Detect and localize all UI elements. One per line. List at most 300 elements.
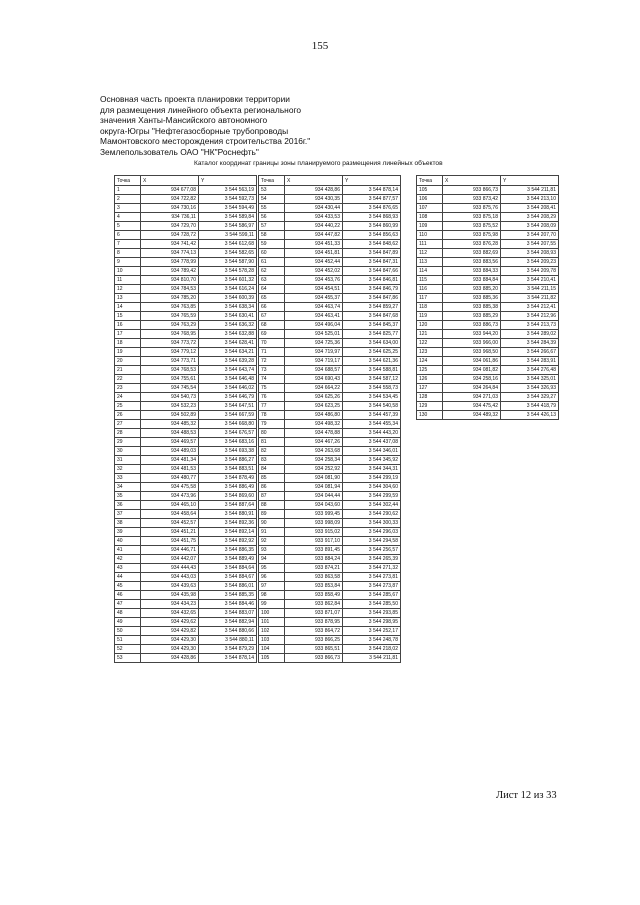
coordinates-table-3 [416,175,559,420]
cell-point: 100 [259,609,285,618]
table-row [115,528,257,537]
cell-x: 933 885,36 [443,294,501,303]
table-row [115,456,257,465]
cell-point: 71 [259,348,285,357]
cell-y: 3 544 636,32 [199,321,257,330]
table-row [259,222,401,231]
cell-y: 3 544 587,90 [199,258,257,267]
table-row [259,258,401,267]
table-row [259,627,401,636]
cell-y: 3 544 616,24 [199,285,257,294]
cell-point: 70 [259,339,285,348]
cell-x: 933 873,42 [443,195,501,204]
cell-x: 933 862,84 [285,600,343,609]
cell-point: 95 [259,564,285,573]
cell-point: 99 [259,600,285,609]
cell-x: 934 452,02 [285,267,343,276]
cell-point: 88 [259,501,285,510]
table-row [417,366,559,375]
table-row [417,213,559,222]
cell-point: 61 [259,258,285,267]
table-row [259,375,401,384]
cell-y: 3 544 437,08 [343,438,401,447]
cell-y: 3 544 457,39 [343,411,401,420]
table-row [115,330,257,339]
table-row [417,375,559,384]
table-row [259,303,401,312]
cell-y: 3 544 578,28 [199,267,257,276]
table-row [417,321,559,330]
cell-x: 934 677,08 [141,186,199,195]
cell-x: 934 439,63 [141,582,199,591]
cell-y: 3 544 879,29 [199,645,257,654]
cell-y: 3 544 289,02 [501,330,559,339]
table-row [259,582,401,591]
cell-point: 35 [115,492,141,501]
table-row [417,267,559,276]
cell-y: 3 544 588,81 [343,366,401,375]
cell-x: 933 886,73 [443,321,501,330]
cell-x: 934 532,23 [141,402,199,411]
cell-x: 933 999,45 [285,510,343,519]
cell-point: 104 [259,645,285,654]
table-row [259,195,401,204]
cell-x: 934 429,30 [141,636,199,645]
cell-point: 52 [115,645,141,654]
cell-point: 129 [417,402,443,411]
cell-y: 3 544 582,65 [199,249,257,258]
table-row [417,240,559,249]
heading-line: Основная часть проекта планировки территории [100,94,290,104]
cell-y: 3 544 208,93 [501,249,559,258]
cell-x: 934 481,53 [141,465,199,474]
table-row [259,609,401,618]
cell-y: 3 544 885,35 [199,591,257,600]
cell-point: 7 [115,240,141,249]
cell-y: 3 544 213,73 [501,321,559,330]
cell-y: 3 544 283,91 [501,357,559,366]
cell-point: 120 [417,321,443,330]
cell-x: 934 428,86 [285,186,343,195]
cell-y: 3 544 878,49 [199,474,257,483]
cell-point: 29 [115,438,141,447]
cell-point: 40 [115,537,141,546]
cell-y: 3 544 284,39 [501,339,559,348]
table-row [115,348,257,357]
cell-x: 934 451,33 [285,240,343,249]
cell-x: 933 866,73 [443,186,501,195]
cell-x: 934 458,64 [141,510,199,519]
cell-y: 3 544 265,39 [343,555,401,564]
cell-x: 934 455,37 [285,294,343,303]
cell-point: 57 [259,222,285,231]
cell-x: 933 883,56 [443,258,501,267]
table-row [115,357,257,366]
cell-point: 89 [259,510,285,519]
cell-x: 934 736,11 [141,213,199,222]
cell-x: 934 488,53 [141,429,199,438]
cell-x: 934 451,81 [285,249,343,258]
cell-x: 933 884,33 [443,267,501,276]
cell-y: 3 544 683,16 [199,438,257,447]
cell-y: 3 544 293,85 [343,609,401,618]
cell-point: 23 [115,384,141,393]
cell-x: 934 475,42 [443,402,501,411]
cell-y: 3 544 345,92 [343,456,401,465]
table-row [259,366,401,375]
table-row [417,402,559,411]
cell-y: 3 544 878,14 [343,186,401,195]
cell-y: 3 544 646,48 [199,375,257,384]
cell-x: 933 917,10 [285,537,343,546]
cell-point: 46 [115,591,141,600]
cell-point: 20 [115,357,141,366]
cell-point: 53 [115,654,141,663]
table-row [115,204,257,213]
cell-x: 934 446,71 [141,546,199,555]
cell-y: 3 544 298,95 [343,618,401,627]
cell-x: 934 435,98 [141,591,199,600]
table-row [115,420,257,429]
cell-y: 3 544 621,36 [343,357,401,366]
cell-x: 933 875,18 [443,213,501,222]
cell-x: 934 451,75 [141,537,199,546]
cell-y: 3 544 856,63 [343,231,401,240]
table-row [259,573,401,582]
cell-point: 24 [115,393,141,402]
cell-point: 115 [417,276,443,285]
cell-y: 3 544 876,65 [343,204,401,213]
heading-line: значения Ханты-Мансийского автономного [100,115,268,126]
table-row [259,267,401,276]
cell-point: 109 [417,222,443,231]
table-row [259,645,401,654]
table-row [115,564,257,573]
cell-y: 3 544 878,14 [199,654,257,663]
cell-x: 934 810,70 [141,276,199,285]
table-row [259,636,401,645]
cell-point: 128 [417,393,443,402]
cell-y: 3 544 612,68 [199,240,257,249]
coordinates-table-1 [114,175,257,663]
column-header-y: Y [343,176,401,186]
heading-line: Землепользователь ОАО "НК"Роснефть" [100,146,259,157]
table-row [115,609,257,618]
cell-y: 3 544 886,35 [199,546,257,555]
table-row [417,195,559,204]
cell-point: 19 [115,348,141,357]
cell-y: 3 544 304,60 [343,483,401,492]
table-row [115,519,257,528]
cell-y: 3 544 207,70 [501,231,559,240]
table-row [115,231,257,240]
cell-x: 934 454,51 [285,285,343,294]
cell-point: 45 [115,582,141,591]
cell-point: 66 [259,303,285,312]
cell-point: 59 [259,240,285,249]
cell-x: 934 489,32 [443,411,501,420]
table-row [259,384,401,393]
cell-point: 38 [115,519,141,528]
table-row [115,195,257,204]
cell-y: 3 544 212,96 [501,312,559,321]
table-row [115,492,257,501]
cell-point: 25 [115,402,141,411]
table-row [259,519,401,528]
cell-y: 3 544 886,01 [199,582,257,591]
heading-line: Мамонтовского месторождения строительства 2016г." [100,136,311,147]
cell-point: 47 [115,600,141,609]
cell-x: 934 451,21 [141,528,199,537]
cell-point: 84 [259,465,285,474]
table-row [115,627,257,636]
cell-y: 3 544 847,86 [343,294,401,303]
cell-y: 3 544 211,81 [343,654,401,663]
cell-x: 934 473,96 [141,492,199,501]
cell-y: 3 544 302,44 [343,501,401,510]
table-row [259,474,401,483]
cell-point: 105 [259,654,285,663]
cell-y: 3 544 847,31 [343,258,401,267]
cell-x: 934 725,36 [285,339,343,348]
cell-y: 3 544 600,39 [199,294,257,303]
cell-x: 934 763,85 [141,303,199,312]
cell-point: 101 [259,618,285,627]
cell-point: 97 [259,582,285,591]
cell-x: 934 774,13 [141,249,199,258]
cell-x: 934 469,57 [141,438,199,447]
cell-y: 3 544 209,23 [501,258,559,267]
cell-x: 933 866,25 [285,636,343,645]
cell-point: 41 [115,546,141,555]
cell-point: 126 [417,375,443,384]
cell-y: 3 544 886,49 [199,483,257,492]
cell-x: 934 463,74 [285,303,343,312]
table-row [115,366,257,375]
cell-y: 3 544 676,57 [199,429,257,438]
cell-point: 44 [115,573,141,582]
table-row [417,330,559,339]
cell-x: 934 478,88 [285,429,343,438]
cell-x: 934 768,95 [141,330,199,339]
cell-y: 3 544 880,11 [199,636,257,645]
cell-x: 934 043,60 [285,501,343,510]
table-row [115,186,257,195]
cell-point: 9 [115,258,141,267]
cell-x: 934 453,76 [285,276,343,285]
cell-x: 933 885,20 [443,285,501,294]
cell-point: 12 [115,285,141,294]
cell-y: 3 544 643,74 [199,366,257,375]
table-row [115,555,257,564]
cell-x: 934 481,34 [141,456,199,465]
cell-point: 33 [115,474,141,483]
cell-y: 3 544 638,34 [199,303,257,312]
cell-x: 934 625,26 [285,393,343,402]
cell-x: 933 944,20 [443,330,501,339]
table-row [115,636,257,645]
table-row [417,411,559,420]
table-row [417,384,559,393]
cell-y: 3 544 218,02 [343,645,401,654]
table-row [115,546,257,555]
cell-point: 73 [259,366,285,375]
cell-point: 122 [417,339,443,348]
column-header-x: X [443,176,501,186]
cell-point: 15 [115,312,141,321]
table-row [259,204,401,213]
cell-y: 3 544 208,41 [501,204,559,213]
cell-x: 934 623,25 [285,402,343,411]
cell-x: 933 875,98 [443,231,501,240]
table-row [115,267,257,276]
table-row [115,600,257,609]
cell-y: 3 544 887,64 [199,501,257,510]
table-row [259,402,401,411]
cell-x: 934 778,99 [141,258,199,267]
column-header-y: Y [501,176,559,186]
cell-y: 3 544 563,19 [199,186,257,195]
cell-x: 933 853,84 [285,582,343,591]
cell-y: 3 544 325,01 [501,375,559,384]
cell-y: 3 544 880,66 [199,627,257,636]
cell-x: 933 878,95 [285,618,343,627]
cell-y: 3 544 594,49 [199,204,257,213]
table-row [115,411,257,420]
cell-y: 3 544 892,14 [199,528,257,537]
cell-x: 933 858,49 [285,591,343,600]
table-row [115,213,257,222]
table-row [259,429,401,438]
cell-y: 3 544 634,00 [343,339,401,348]
table-row [115,240,257,249]
cell-point: 36 [115,501,141,510]
cell-y: 3 544 273,81 [343,573,401,582]
cell-y: 3 544 211,82 [501,294,559,303]
cell-x: 934 442,07 [141,555,199,564]
cell-y: 3 544 266,67 [501,348,559,357]
cell-y: 3 544 208,09 [501,222,559,231]
cell-x: 934 440,22 [285,222,343,231]
table-row [115,339,257,348]
table-row [259,456,401,465]
cell-x: 934 430,35 [285,195,343,204]
cell-point: 117 [417,294,443,303]
cell-x: 933 915,02 [285,528,343,537]
cell-point: 8 [115,249,141,258]
sheet-counter: Лист 12 из 33 [496,790,557,801]
table-row [115,573,257,582]
cell-point: 14 [115,303,141,312]
column-header-x: X [285,176,343,186]
cell-y: 3 544 299,59 [343,492,401,501]
cell-x: 934 745,54 [141,384,199,393]
cell-point: 85 [259,474,285,483]
table-row [115,501,257,510]
cell-x: 933 968,50 [443,348,501,357]
table-row [259,564,401,573]
cell-x: 934 773,72 [141,339,199,348]
column-header-y: Y [199,176,257,186]
cell-y: 3 544 540,58 [343,402,401,411]
column-header-point: Точка [115,176,141,186]
cell-x: 934 540,73 [141,393,199,402]
cell-point: 63 [259,276,285,285]
cell-y: 3 544 693,38 [199,447,257,456]
cell-x: 933 885,29 [443,312,501,321]
heading-line: округа-Югры "Нефтегазосборные трубопроводы [100,125,289,136]
cell-y: 3 544 443,20 [343,429,401,438]
cell-y: 3 544 296,03 [343,528,401,537]
cell-y: 3 544 589,84 [199,213,257,222]
cell-y: 3 544 273,87 [343,582,401,591]
cell-point: 18 [115,339,141,348]
column-header-point: Точка [417,176,443,186]
cell-point: 106 [417,195,443,204]
cell-x: 934 061,86 [443,357,501,366]
cell-point: 54 [259,195,285,204]
cell-y: 3 544 825,77 [343,330,401,339]
table-row [259,483,401,492]
cell-x: 933 875,76 [443,204,501,213]
table-row [417,393,559,402]
table-row [115,222,257,231]
table-row [115,276,257,285]
table-row [417,348,559,357]
table-row [115,429,257,438]
cell-y: 3 544 647,51 [199,402,257,411]
cell-point: 114 [417,267,443,276]
cell-point: 62 [259,267,285,276]
cell-point: 30 [115,447,141,456]
cell-x: 934 690,43 [285,375,343,384]
table-row [259,285,401,294]
cell-y: 3 544 882,94 [199,618,257,627]
table-row [259,537,401,546]
cell-y: 3 544 859,27 [343,303,401,312]
table-row [115,438,257,447]
cell-point: 130 [417,411,443,420]
cell-x: 934 444,43 [141,564,199,573]
cell-point: 82 [259,447,285,456]
cell-point: 77 [259,402,285,411]
cell-x: 934 258,16 [443,375,501,384]
cell-point: 125 [417,366,443,375]
table-row [259,447,401,456]
cell-y: 3 544 329,27 [501,393,559,402]
table-row [259,492,401,501]
cell-point: 92 [259,537,285,546]
table-row [417,294,559,303]
cell-point: 81 [259,438,285,447]
cell-x: 933 866,73 [285,654,343,663]
cell-y: 3 544 846,79 [343,285,401,294]
table-row [115,537,257,546]
cell-x: 934 719,97 [285,348,343,357]
cell-y: 3 544 285,50 [343,600,401,609]
table-row [115,285,257,294]
cell-x: 934 498,32 [285,420,343,429]
cell-point: 51 [115,636,141,645]
table-row [259,411,401,420]
table-row [259,555,401,564]
cell-x: 934 765,59 [141,312,199,321]
cell-x: 934 467,26 [285,438,343,447]
cell-x: 933 891,45 [285,546,343,555]
table-row [417,204,559,213]
table-row [259,618,401,627]
cell-point: 64 [259,285,285,294]
